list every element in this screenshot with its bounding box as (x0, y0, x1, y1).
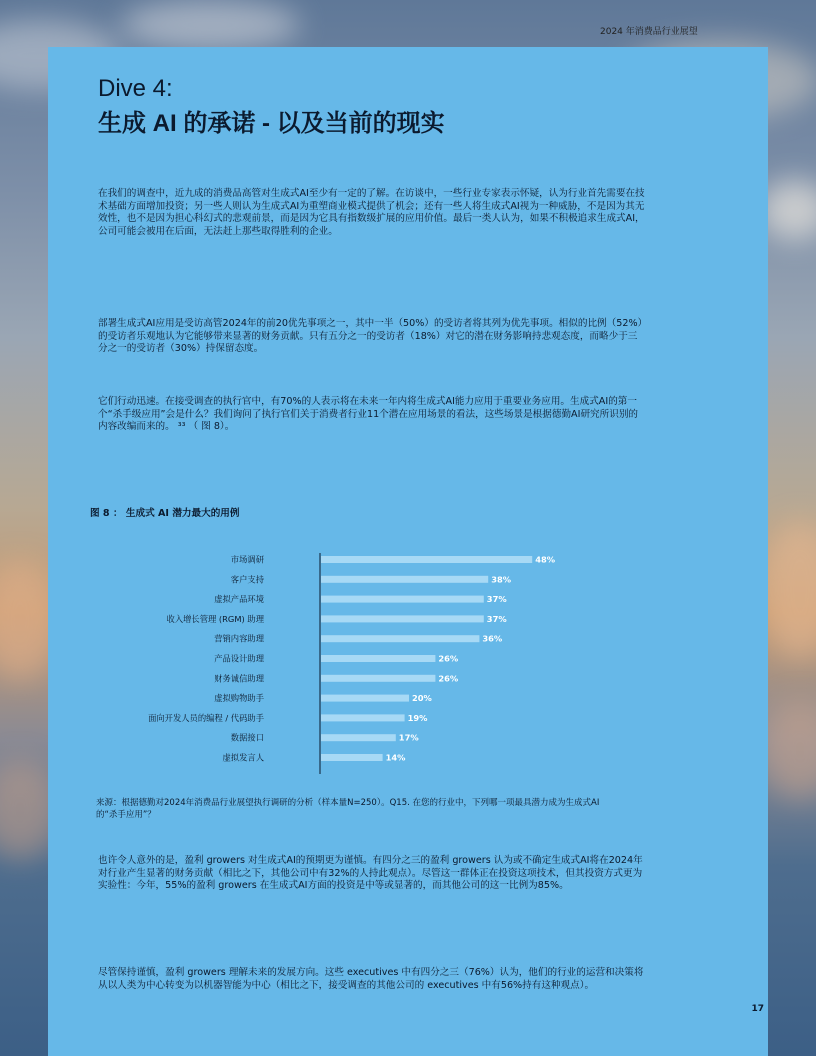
dive-label: Dive 4: (98, 75, 173, 102)
bar (321, 695, 409, 702)
bar (321, 615, 484, 622)
value-label: 20% (412, 693, 432, 704)
category-label: 虚拟产品环境 (214, 594, 264, 605)
bar (321, 675, 435, 682)
bar (321, 576, 488, 583)
bar (321, 754, 383, 761)
value-label: 14% (385, 752, 406, 763)
category-label: 虚拟发言人 (222, 752, 264, 763)
value-label: 26% (438, 673, 459, 684)
value-label: 26% (438, 653, 459, 664)
paragraph-growers: 也许令人意外的是，盈利 growers 对生成式AI的预期更为谨慎。有四分之三的盈利 growers 认为或不确定生成式AI将在2024年对行业产生显著的财务贡献（相比之下，其他公司中有32%的人持此观点）。尽管这一群体正在投资这项技术，但其投资方式更为实验性：今年，55%的盈利 growers 在生成式AI方面的投资是中等或显著的，而其他公司的这一比例为85%。 (98, 855, 643, 892)
paragraph-priority: 部署生成式AI应用是受访高管2024年的前20优先事项之一，其中一半（50%）的受访者将其列为优先事项。相似的比例（52%）的受访者乐观地认为它能够带来显著的财务贡献。只有五分之一的受访者（18%）对它的潜在财务影响持悲观态度，而略少于三分之一的受访者（30%）持保留态度。 (98, 318, 643, 355)
value-label: 19% (407, 712, 428, 723)
content-panel (48, 47, 768, 1056)
category-label: 数据接口 (230, 732, 264, 743)
page-number: 17 (751, 1004, 764, 1014)
bar (321, 655, 435, 662)
dive-title: 生成 AI 的承诺 - 以及当前的现实 (98, 110, 445, 137)
category-label: 面向开发人员的编程 / 代码助手 (148, 712, 264, 723)
bar (321, 635, 479, 642)
paragraph-action: 它们行动迅速。在接受调查的执行官中，有70%的人表示将在未来一年内将生成式AI能力应用于重要业务应用。生成式AI的第一个“杀手级应用”会是什么？我们询问了执行官们关于消费者行业11个潜在应用场景的看法，这些场景是根据德勤AI研究所识别的内容改编而来的。 ³³ （ 图 8）。 (98, 396, 639, 433)
figure-title: 图 8 ： 生成式 AI 潜力最大的用例 (90, 508, 240, 519)
value-label: 48% (535, 554, 556, 565)
bar (321, 596, 484, 603)
category-label: 产品设计助理 (214, 653, 264, 664)
value-label: 36% (482, 633, 503, 644)
bar (321, 556, 532, 563)
category-label: 收入增长管理 (RGM) 助理 (166, 613, 264, 624)
category-label: 市场调研 (230, 554, 264, 565)
value-label: 38% (491, 574, 512, 585)
report-header-title: 2024 年消费品行业展望 (600, 27, 698, 37)
category-label: 财务诚信助理 (214, 673, 264, 684)
figure-source: 来源：根据德勤对2024年消费品行业展望执行调研的分析（样本量N=250）。Q15. 在您的行业中，下列哪一项最具潜力成为生成式AI的“杀手应用”？ (96, 798, 600, 820)
category-label: 客户支持 (230, 574, 264, 585)
paragraph-intro: 在我们的调查中，近九成的消费品高管对生成式AI至少有一定的了解。在访谈中，一些行业专家表示怀疑，认为行业首先需要在技术基础方面增加投资；另一些人则认为生成式AI为重塑商业模式提供了机会；还有一些人将生成式AI视为一种威胁，不是因为其无效性，也不是因为担心科幻式的悲观前景，而是因为它具有指数级扩展的应用价值。最后一类人认为，如果不积极追求生成式AI，公司可能会被用在后面，无法赶上那些取得胜利的企业。 (98, 188, 645, 237)
bar (321, 714, 405, 721)
value-label: 37% (486, 613, 507, 624)
value-label: 17% (398, 732, 419, 743)
bar-chart (48, 47, 768, 807)
paragraph-future: 尽管保持谨慎，盈利 growers 理解未来的发展方向。这些 executives 中有四分之三（76%）认为，他们的行业的运营和决策将从以人类为中心转变为以机器智能为中心（相比之下，接受调查的其他公司的 executives 中有56%持有这种观点）。 (98, 967, 644, 991)
category-label: 虚拟购物助手 (214, 693, 264, 704)
bar (321, 734, 396, 741)
value-label: 37% (486, 594, 507, 605)
category-label: 营销内容助理 (214, 633, 264, 644)
